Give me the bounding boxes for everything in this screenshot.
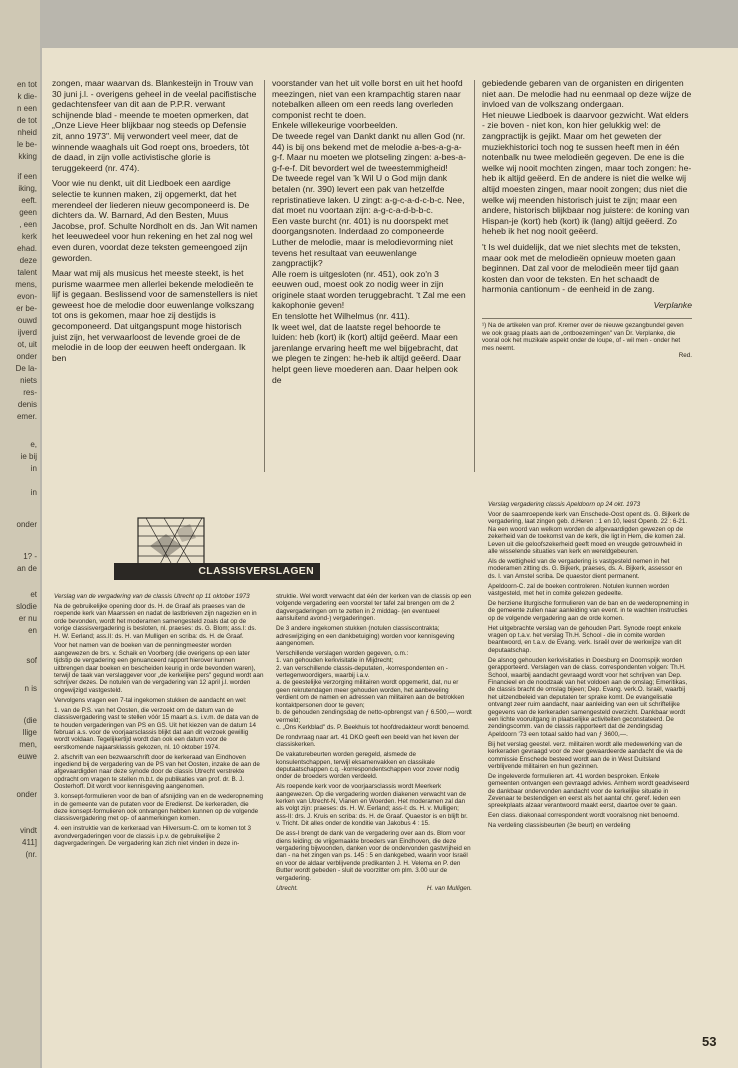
gutter-text-fragment: talent	[17, 268, 37, 277]
paragraph: De herziene liturgische formulieren van de ban en de wederopneming in de gemeente zullen naar aanleiding van event. in te wachten instructies op de volgende vergadering aan de orde komen.	[488, 599, 689, 622]
paragraph: De ingeleverde formulieren art. 41 worden besproken. Enkele gemeenten ontvangen een gevraagd advies. Arnhem wordt geadviseerd de dankbaar ondervonden aandacht voor de kerkelijke situatie in Zevenaar te bestendigen en eerst als het aantal chr. geref. leden een spreekplaats alzaar verantwoord maakt eerst, daartoe over te gaan.	[488, 772, 690, 810]
author-signature: Verplanke	[653, 299, 692, 310]
gutter-text-fragment: De la-	[15, 364, 37, 373]
gutter-text-fragment: res-	[23, 388, 37, 397]
paragraph: Als de wettigheid van de vergadering is vastgesteld nemen in het moderamen zitting ds. G. Bijkerk, praeses, ds. A. Bijkerk, assessor en ds. I. van Amstel scriba. De quaestor dient permanent.	[488, 557, 683, 580]
gutter-text-fragment: er nu	[18, 614, 37, 623]
gutter-text-fragment: kking	[18, 152, 37, 161]
paragraph: Het uitgebrachte verslag van de gehouden Part. Synode roept enkele vragen op t.a.v. het verslag Th.H. School - die in comite worden beantwoord, en t.a.v. de Evang. verk. Israël over de werkwijze van dit deputaatschap.	[488, 624, 682, 654]
gutter-text-fragment: mens,	[15, 280, 37, 289]
paragraph: De 3 andere ingekomen stukken (notulen classiscontrakta; adreswijziging en een dankbetuiging) worden voor kennisgeving aangenomen.	[276, 625, 455, 647]
gutter-text-fragment: emer.	[16, 412, 37, 421]
gutter-text-fragment: euwe	[17, 752, 37, 761]
gutter-text-fragment: 1? -	[23, 552, 37, 561]
paragraph: struktie. Wel wordt verwacht dat één der kerken van de classis op een volgende vergadering een voorstel ter tafel zal brengen om de 2 dagvergaderingen om te zetten in 2 middag- (en eventueel aansluitend avond-) vergaderingen.	[276, 593, 472, 623]
gutter-text-fragment: men,	[19, 740, 37, 749]
gutter-text-fragment: et	[30, 590, 37, 599]
paragraph: Een class. diakonaal correspondent wordt vooralsnog niet benoemd.	[488, 812, 680, 820]
upper-column-3	[482, 78, 692, 360]
paragraph: zongen, maar waarvan ds. Blankesteijn in Trouw van 30 juni j.l. - overigens geheel in de veelal pacifistische gedachtensfeer van dit aan de P.P.R. verwant schijnende blad - meende te moeten opmerken, dat „Onze Lieve Heer blijkbaar nog steeds op Defensie zit, anno 1973". Mij verwondert veel meer, dat de winnende waaghals uit God roept ons, broeders, tòt de daad, in zijn volle activistische glorie is teruggekeerd (nr. 474).	[52, 78, 257, 173]
gutter-text-fragment: k die-	[17, 92, 37, 101]
paragraph: Na de gebruikelijke opening door ds. H. de Graaf als praeses van de roepende kerk van Maarssen en nadat de lastbrieven zijn nagezien en in orde bevonden, wordt het moderamen samengesteld zoals dat op de vorige classisvergadering is besloten, nl. praeses: ds. G. Blom; ass.I: ds. H. W. Eerland; ass.II: ds. H. van Mulligen en scriba: ds. H. de Graaf.	[54, 602, 257, 640]
gutter-text-fragment: n is	[24, 684, 37, 693]
gutter-text-fragment: deze	[19, 256, 37, 265]
gutter-text-fragment: denis	[17, 400, 37, 409]
section-banner	[114, 563, 320, 580]
paragraph: De ass-I brengt de dank van de vergadering over aan ds. Blom voor diens leiding; de vrijgemaakte broeders van Eindhoven, die deze vergadering bijwoonden, danken voor de ondervonden gastvrijheid en dan - na het zingen van ps. 145 : 5 en dankgebed, waarin voor Israël en voor de aldaar verblijvende predikanten J. H. Velema en P. den Butter wordt gebeden - sluit de voorzitter om plm. 3.00 uur de vergadering.	[276, 830, 471, 882]
paragraph: Verschillende verslagen worden gegeven, o.m.: 1. van gehouden kerkvisitatie in Mijdrecht; 2. van verschillende classis-deputaten, -korrespondenten en -vertegenwoordigers, waarbij i.a.v. a. de geestelijke verzorging militairen wordt opgemerkt, dat, nu er geen rekrutendagen meer gehouden worden, het aanbeveling verdient om de namen en adressen van militairen aan de betrokken kontaktpersonen door te geven; b. de gehouden zendingsdag de netto-opbrengst van ƒ 6.500,— wordt vermeld; c. „Ons Kerkblad" ds. P. Beekhuis tot hoofdredakteur wordt benoemd.	[276, 649, 472, 731]
footnote-signature: Red.	[678, 352, 692, 360]
gutter-text-fragment: er be-	[16, 304, 37, 313]
gutter-text-fragment: (nr.	[25, 850, 37, 859]
gutter-text-fragment: ouwd	[17, 316, 37, 325]
gutter-text-fragment: onder	[16, 352, 37, 361]
gutter-text-fragment: ijverd	[17, 328, 37, 337]
paragraph: 1. van de P.S. van het Oosten, die verzoekt om de datum van de classisvergadering vast te stellen vóór 15 maart a.s. i.v.m. de data van de te houden vergaderingen van PS en GS. Uit het kiezen van de datum 14 februari a.s. voor de voorjaarsclassis blijkt dat aan dit verzoek gewillig wordt voldaan. Tegelijkertijd wordt dan ook een datum voor de eerstkomende najaarsklassis gekozen, nl. 10 oktober 1974.	[54, 706, 259, 751]
paragraph: 't Is wel duidelijk, dat we niet slechts met de teksten, maar ook met de melodieën opnieuw moeten gaan beginnen. Dat zal voor de melodieën meer tijd gaan kosten dan voor de teksten. En het schaadt de harmonia cantionum - de eenheid in de zang.	[482, 241, 681, 295]
gutter-text-fragment: de tot	[16, 116, 37, 125]
gutter-text-fragment: 411]	[22, 838, 37, 847]
gutter-text-fragment: in	[30, 464, 37, 473]
gutter-text-fragment: (die	[23, 716, 37, 725]
report-heading: Verslag vergadering classis Apeldoorn op 24 okt. 1973	[488, 501, 641, 508]
gutter-text-fragment: an de	[16, 564, 37, 573]
paragraph: Voor de saamroepende kerk van Enschede-Oost opent ds. G. Bijkerk de vergadering, laat zingen geb. d.Heren : 1 en 10, leest Openb. 22 : 6-21. Na een woord van welkom worden de afgevaardigden gewezen op de zekerheid van de toekomst van de kerk, die ligt in Hem, die komen zal. Leven uit die geloofszekerheid geeft moed en vreugde getrouwheid in alle wisselende situaties van kerk en wereldgebeuren.	[488, 510, 690, 555]
paragraph: Als roepende kerk voor de voorjaarsclassis wordt Meerkerk aangewezen. Op die vergadering worden diakenen verwacht van de kerken van Utrecht-N, Vianen en Woerden. Het moderamen zal dan als volgt zijn: praeses: ds. H. W. Eerland; ass-I: ds. H. v. Mulligen; ass-II: drs. J. Kruis en scriba: ds. H. de Graaf. Quaestor is en blijft br. v. Tricht. Dit alles onder de konditie van Jakobus 4 : 15.	[276, 783, 468, 828]
column-divider	[264, 80, 265, 472]
paragraph: Voor het namen van de boeken van de penningmeester worden aangewezen de brs. v. Schaik en Voorberg (die overigens op een later tijdstip de vergadering een genuanceerd rapport hierover kunnen uitbrengen daar boeken en bescheiden keurig in orde bevonden waren), terwijl de taak van verslaggever voor „de kerkelijke pers" gegund wordt aan schrijver dezes. De notulen van de vergadering van 12 april j.l. worden ongewijzigd vastgesteld.	[54, 642, 264, 694]
lower-column-3	[488, 501, 692, 832]
gutter-text-fragment: eeft.	[21, 196, 37, 205]
signature-place: Utrecht.	[276, 884, 299, 892]
paragraph: 3. konsept-formulieren voor de ban of afsnijding van en de wederopneming in de gemeente van de putaten voor de Eredienst. De kerkeraden, die deze konsept-formulieren ook ontvangen hebben kunnen op de volgende classisvergadering met op- of aanmerkingen komen.	[54, 793, 263, 823]
paragraph: Na verdeling classisbeurten (3e beurt) en verdeling	[488, 822, 631, 830]
gutter-text-fragment: onder	[16, 520, 37, 529]
magazine-page	[42, 48, 738, 1068]
gutter-text-fragment: n een	[16, 104, 37, 113]
gutter-text-fragment: e,	[30, 440, 37, 449]
page-number: 53	[702, 1034, 717, 1049]
footnote	[482, 318, 692, 359]
column-divider	[474, 80, 475, 472]
gutter-text-fragment: en tot	[16, 80, 37, 89]
gutter-text-fragment: slodie	[16, 602, 37, 611]
gutter-text-fragment: ie bij	[20, 452, 37, 461]
upper-column-2	[272, 78, 468, 390]
paragraph: De rondvraag naar art. 41 DKO geeft een beeld van het leven der classiskerken.	[276, 733, 459, 749]
paragraph: gebiedende gebaren van de organisten en dirigenten niet aan. De melodie had nu eenmaal op deze wijze de invloed van de volkszang ondergaan. Het nieuwe Liedboek is daarvoor gezwicht. Wat elders - zie boven - niet kon, kon hier gelukkig wel: de zangpractijk is gejikt. Maar om het geweten der muziekhistorici toch nog te sussen heeft men in één notenbalk nu twee melodieën gegeven. De ene is die welke wij nooit mochten zingen, maar toch zongen: he-heb ik altijd geëerd. En de andere is niet die welke wij altijd moesten zingen, maar nooit zongen; dus niet die welke wij meenden historisch juist te zijn; maar een andere, historisch blijkbaar nog juistere: de koning van Hispan-je (kort) heb (kort) ik (lang) altijd geëerd. Zo heheb ik het nog nooit geëerd.	[482, 78, 692, 237]
gutter-text-fragment: vindt	[20, 826, 37, 835]
paragraph: 4. een instruktie van de kerkeraad van Hilversum-C. om te komen tot 3 avondvergaderingen voor de classis i.p.v. de gebruikelijke 2 dagvergaderingen. De vergadering kan zich niet vinden in deze in-	[54, 825, 252, 848]
gutter-text-fragment: iking,	[18, 184, 37, 193]
report-heading: Verslag van de vergadering van de classis Utrecht op 11 oktober 1973	[54, 593, 250, 600]
gutter-text-fragment: niets	[20, 376, 37, 385]
paragraph: De alsnog gehouden kerkvisitaties in Doesburg en Doornspijk worden gerapporteerd. Verslagen van de class. correspondenten volgen: Th.H. School, waarbij aandacht gevraagd wordt voor het schrijven van Dep. Financieel en de noodzaak van het voldoen aan de omslag; Emeritikas, de classis bracht de omslag bijeen; Dep. Evang. verk.O. Israël, waarbij het uitzendbeleid van deputaten ter sprake komt. De evangelisatie ontvangt zeer ruim aandacht, naar aanleiding van een uit schriftelijke gegevens van de kerkeraden samengesteld overzicht. Dankbaar wordt een lichte vooruitgang in plaatselijke activiteiten geconstateerd. De zendingscomm. van de classis rapporteert dat de zendingsdag Apeldoorn '73 een totaal saldo had van ƒ 3600,—.	[488, 656, 688, 738]
gutter-text-fragment: , een	[19, 220, 37, 229]
gutter-text-fragment: geen	[19, 208, 37, 217]
paragraph: Bij het verslag geestel. verz. militairen wordt alle medewerking van de kerkeraden gevraagd voor de zeer gewaardeerde aandacht die via de commissie Enschede besteed wordt aan de in West Duitsland verblijvende militairen en hun gezinnen.	[488, 740, 683, 770]
gutter-text-fragment: nheid	[17, 128, 37, 137]
upper-column-1	[52, 78, 258, 368]
signature-author: H. van Mulligen.	[426, 884, 472, 892]
gutter-text-fragment: in	[30, 488, 37, 497]
gutter-text-fragment: kerk	[21, 232, 37, 241]
lower-column-1	[54, 593, 264, 850]
paragraph: Voor wie nu denkt, uit dit Liedboek een aardige selectie te kunnen maken, zij opgemerkt, dat het merendeel der liederen nieuw gecomponeerd is. De dichters da. W. Barnard, Ad den Besten, Muus Jacobse, prof. Schulte Nordholt en ds. Jan Wit namen het leeuwedeel voor hun rekening en het zal nog wel even duren, voordat deze teksten gemeengoed zijn geworden.	[52, 178, 258, 263]
gutter-text-fragment: le be-	[16, 140, 37, 149]
gutter-text-fragment: onder	[16, 790, 37, 799]
lower-column-2	[276, 593, 472, 892]
gutter-text-fragment: evon-	[16, 292, 37, 301]
gutter-text-fragment: llige	[22, 728, 37, 737]
paragraph: Apeldoorn-C. zal de boeken controleren. Notulen kunnen worden vastgesteld, met het in comite gelezen gedeelte.	[488, 582, 670, 597]
gutter-text-fragment: ehad.	[16, 244, 37, 253]
paragraph: De vakaturebeurten worden geregeld, alsmede de konsulentschappen, terwijl eksamenvakken en classikale deputaatschappen c.q. -korrespondentschappen voor zover nodig onder de broeders worden verdeeld.	[276, 751, 460, 781]
paragraph: Vervolgens vragen een 7-tal ingekomen stukken de aandacht en wel:	[54, 696, 247, 704]
paragraph: Maar wat mij als musicus het meeste steekt, is het purisme waarmee men allerlei bekende melodieën te lijf is gegaan. Beslissend voor de samenstellers is niet geweest hoe de melodie door euwenlange volkszang tot ons is gekomen, maar hoe zij destijds is gecomponeerd. Dat uitgangspunt moge historisch juist zijn, het verwaarloost de levende groei de de melodie in de loop der eeuwen heeft ondergaan. Ik ben	[52, 268, 258, 363]
footnote-text: ¹) Na de artikelen van prof. Kremer over de nieuwe gezangbundel geven we ook graag plaats aan de „ontboezemingen" van Dr. Verplanke, die vooral ook het muzikale aspekt onder de loupe, of - wil men - onder het mes neemt.	[482, 322, 684, 352]
report-signature	[276, 885, 472, 892]
gutter-text-fragment: sof	[26, 656, 37, 665]
section-title: CLASSISVERSLAGEN	[198, 565, 314, 577]
paragraph: 2. afschrift van een bezwaarschrift door de kerkeraad van Eindhoven ingediend bij de vergadering van de PS van het Oosten, inzake de aan de afgevaardigden naar deze synode door de classis Utrecht verstrekte opdracht om vragen te stellen m.b.t. de publikaties van prof. dr. B. J. Oosterhoff. Dit wordt voor kennisgeving aangenomen.	[54, 753, 260, 791]
paragraph: voorstander van het uit volle borst en uit het hoofd meezingen, niet van een krampachtig staren naar notebalken alleen om een reeds lang overleden componist recht te doen. Enkele willekeurige voorbeelden. De tweede regel van Dankt dankt nu allen God (nr. 44) is bij ons bekend met de melodie a-bes-a-g-a-g-f. Maar nu moeten we plotseling zingen: a-bes-a-g-f-e-f. Dit bevordert wel de tweestemmigheid! De tweede regel van 'k Wil U o God mijn dank betalen (nr. 390) levert een pak van hetzelfde repristinatieve laken. U zingt: a-g-c-a-d-c-b-c. Nee, dat moet nu voortaan zijn: a-g-c-a-d-b-b-c. Een vaste burcht (nr. 401) is nu doorspekt met doorgangsnoten. Inderdaad zo componeerde Luther de melodie, maar is melodievorming niet tevens het resultaat van eeuwenlange zangpractijk? Alle roem is uitgesloten (nr. 451), ook zo'n 3 eeuwen oud, moest ook zo nodig weer in zijn originele staat worden teruggebracht. 't Zal me een kakophonie geven! En tenslotte het Wilhelmus (nr. 411). Ik weet wel, dat de laatste regel behoorde te luiden: heb (kort) ik (kort) altijd geëerd. Maar een jarenlange ervaring heeft me wel bijgebracht, dat we plegen te zingen: he-heb ik altijd geëerd. Daar helpt geen lieve moederen aan. Daar helpen ook de	[272, 78, 466, 385]
gutter-text-fragment: ot, uit	[17, 340, 37, 349]
gutter-text-fragment: en	[28, 626, 37, 635]
gutter-text-fragment: if een	[17, 172, 37, 181]
adjacent-page-gutter	[0, 0, 40, 1068]
